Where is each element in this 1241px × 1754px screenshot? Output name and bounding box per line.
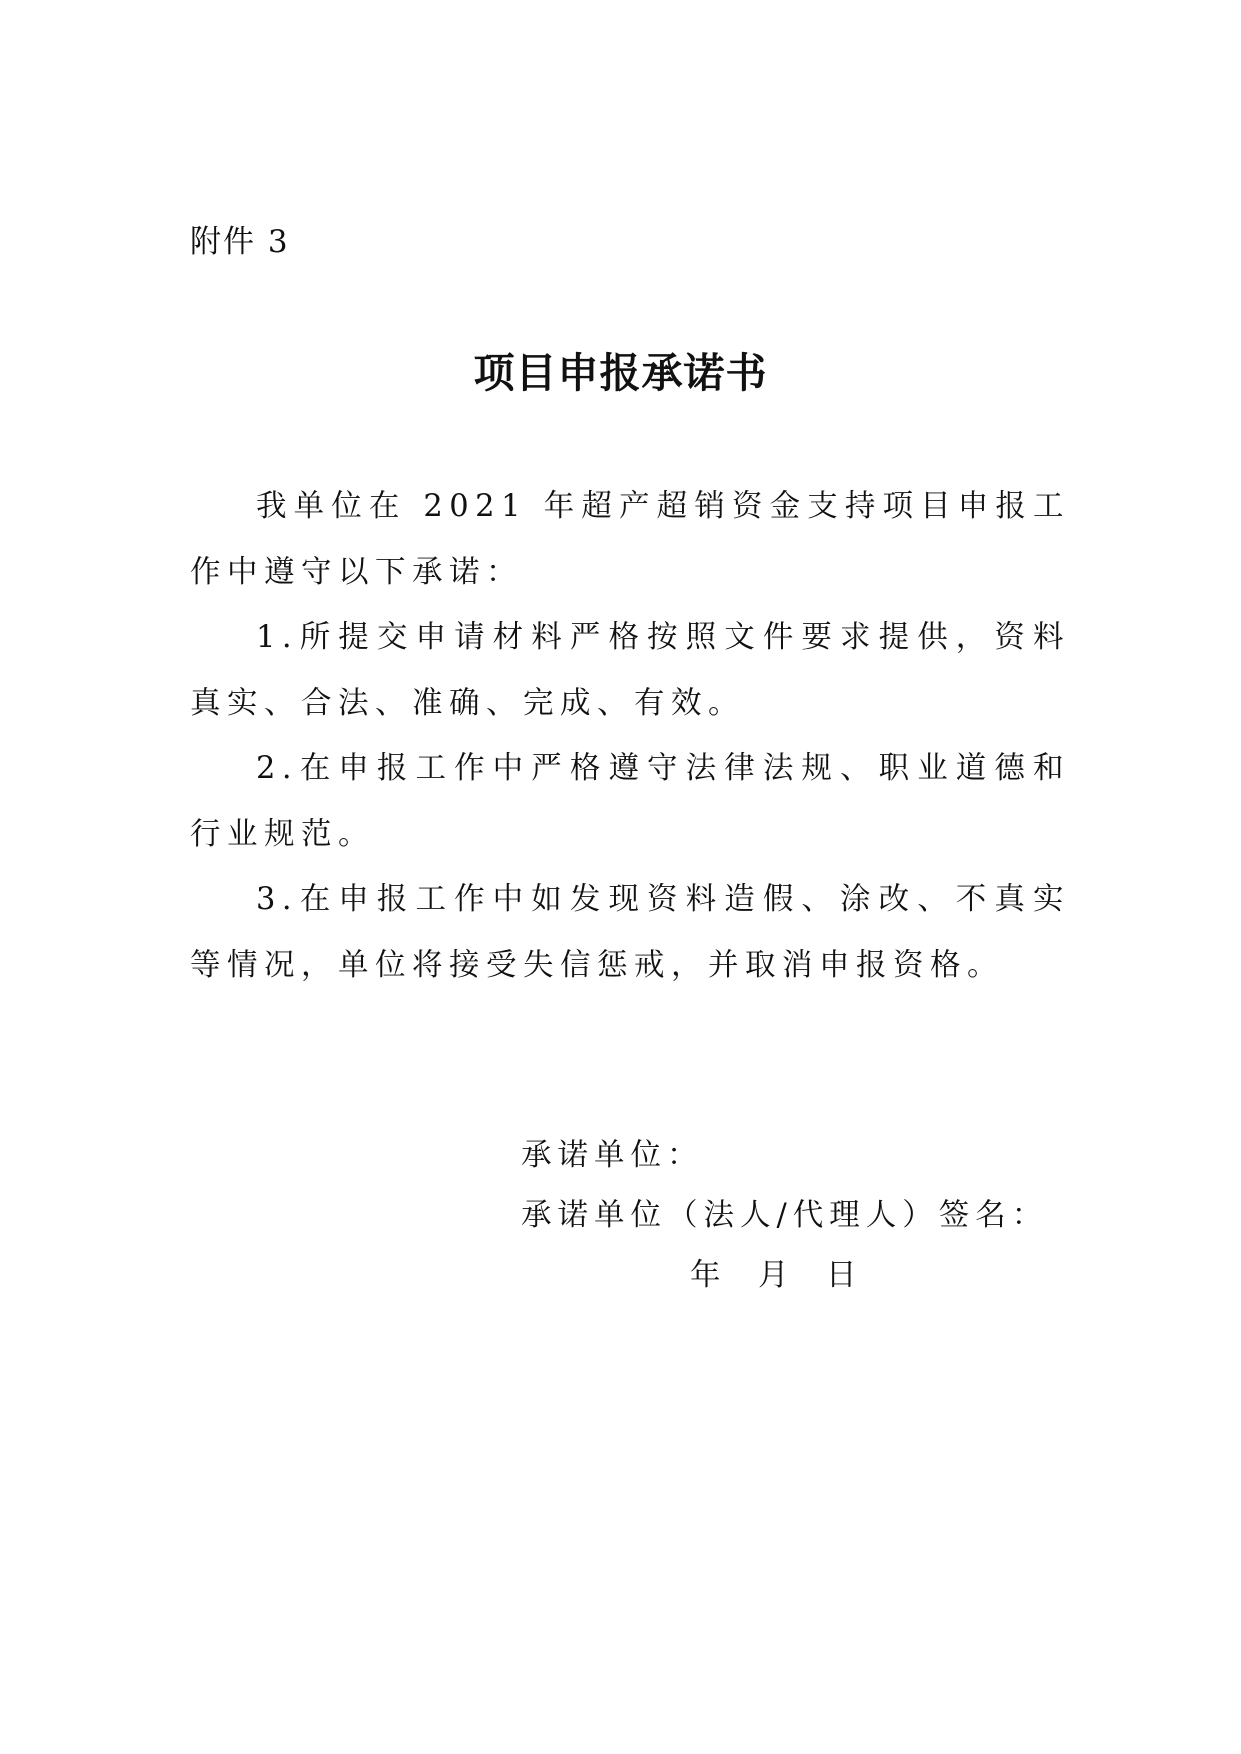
signature-block [521,1126,1048,1246]
date-year-label: 年 [690,1258,721,1293]
commitment-item-2: 2.在申报工作中严格遵守法律法规、职业道德和行业规范。 [190,751,1070,852]
committing-unit-label: 承诺单位： [521,1138,704,1173]
date-day-label: 日 [826,1258,857,1293]
attachment-label: 附件 3 [190,224,290,260]
signer-label: 承诺单位（法人/代理人）签名： [521,1198,1049,1233]
commitment-item-3: 3.在申报工作中如发现资料造假、涂改、不真实等情况，单位将接受失信惩戒，并取消申报资格。 [190,882,1070,983]
date-line [690,1246,857,1306]
commitment-body [190,474,1070,998]
intro-paragraph: 我单位在 2021 年超产超销资金支持项目申报工作中遵守以下承诺： [190,489,1070,590]
commitment-item-1: 1.所提交申请材料严格按照文件要求提供，资料真实、合法、准确、完成、有效。 [190,620,1070,721]
date-month-label: 月 [758,1258,789,1293]
document-title: 项目申报承诺书 [473,349,768,397]
